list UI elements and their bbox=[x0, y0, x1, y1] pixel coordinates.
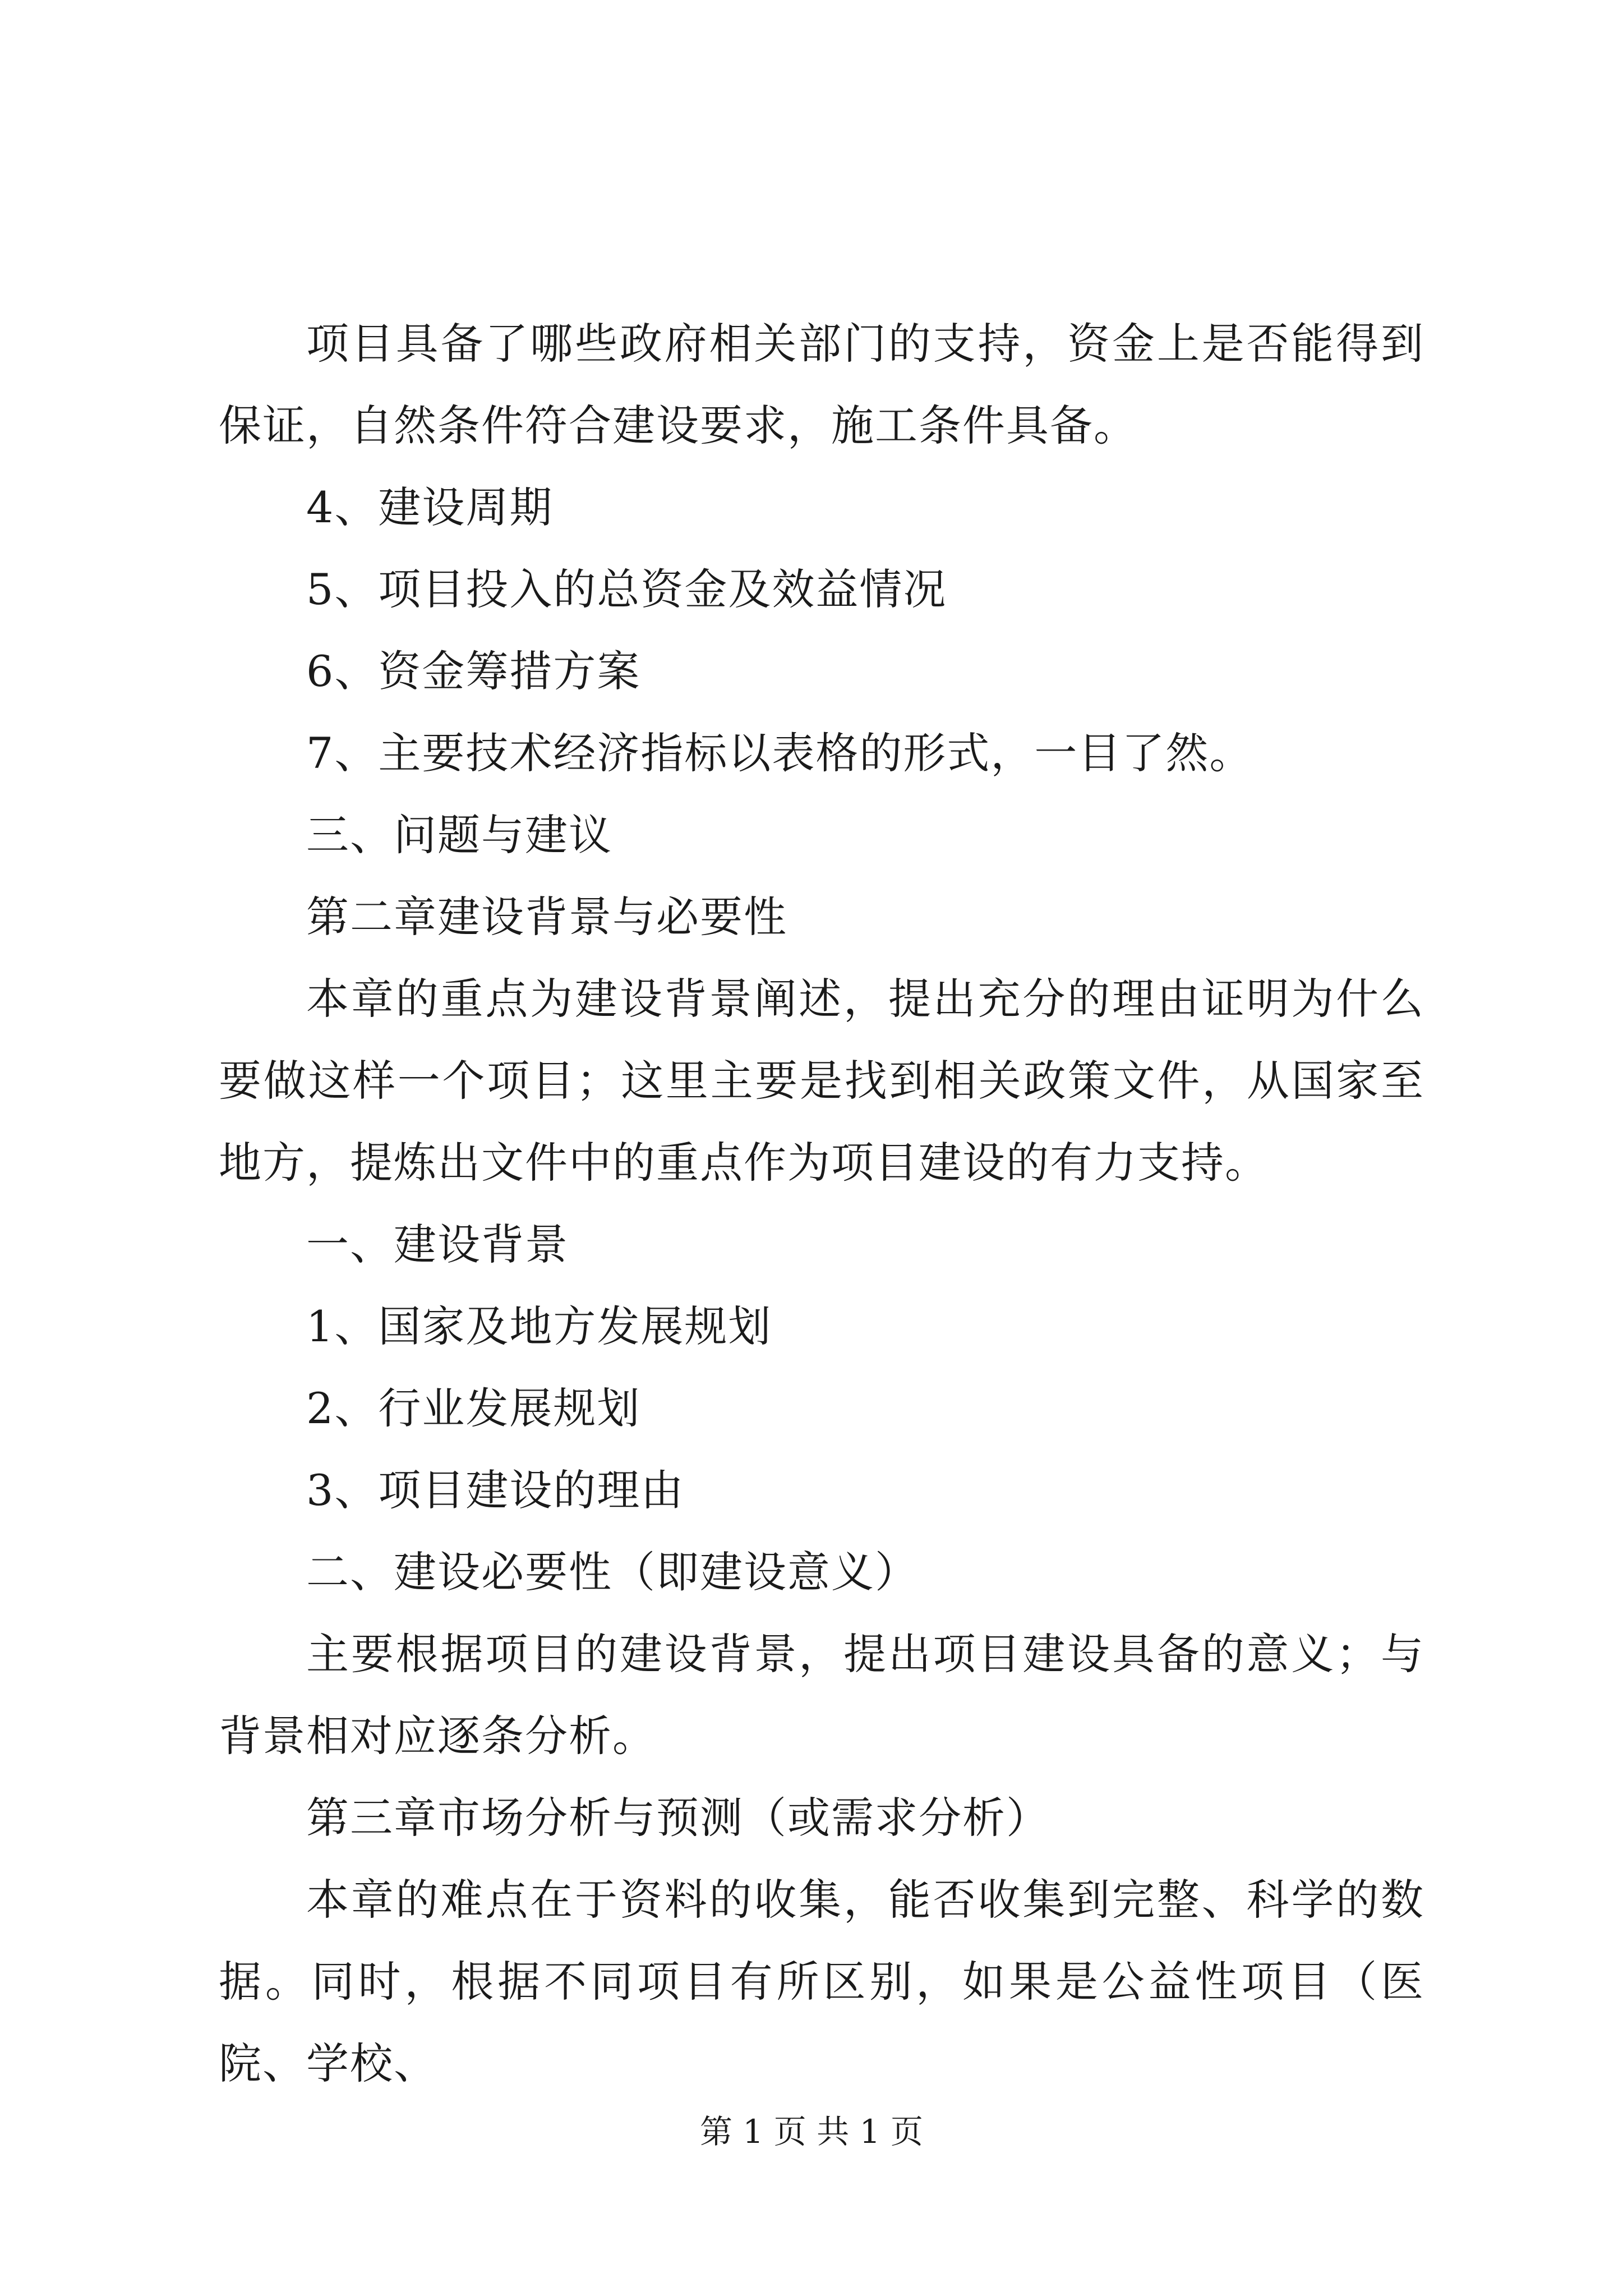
heading-background: 一、建设背景 bbox=[306, 1220, 569, 1269]
paragraph-necessity-detail: 主要根据项目的建设背景，提出项目建设具备的意义；与背景相对应逐条分析。 bbox=[219, 1629, 1424, 1761]
heading-chapter-three: 第三章市场分析与预测（或需求分析） bbox=[306, 1793, 1050, 1843]
heading-chapter-two: 第二章建设背景与必要性 bbox=[306, 892, 787, 942]
paragraph-project-reason: 3、项目建设的理由 bbox=[306, 1465, 685, 1515]
document-body bbox=[219, 303, 1424, 2105]
paragraph-construction-period: 4、建设周期 bbox=[306, 482, 554, 532]
paragraph-national-plan: 1、国家及地方发展规划 bbox=[306, 1301, 772, 1351]
heading-issues-suggestions: 三、问题与建议 bbox=[306, 810, 612, 860]
paragraph-funding-plan: 6、资金筹措方案 bbox=[306, 646, 641, 696]
paragraph-support: 项目具备了哪些政府相关部门的支持，资金上是否能得到保证，自然条件符合建设要求，施工条件具备。 bbox=[219, 319, 1424, 450]
paragraph-industry-plan: 2、行业发展规划 bbox=[306, 1383, 641, 1433]
paragraph-chapter-two-intro: 本章的重点为建设背景阐述，提出充分的理由证明为什么要做这样一个项目；这里主要是找到相关政策文件，从国家至地方，提炼出文件中的重点作为项目建设的有力支持。 bbox=[219, 974, 1424, 1188]
page-footer: 第 1 页 共 1 页 bbox=[700, 2113, 923, 2151]
paragraph-chapter-three-intro: 本章的难点在于资料的收集，能否收集到完整、科学的数据。同时，根据不同项目有所区别，如果是公益性项目（医院、学校、 bbox=[219, 1875, 1424, 2088]
paragraph-indicators: 7、主要技术经济指标以表格的形式，一目了然。 bbox=[306, 728, 1253, 778]
heading-necessity: 二、建设必要性（即建设意义） bbox=[306, 1547, 919, 1597]
paragraph-total-investment: 5、项目投入的总资金及效益情况 bbox=[306, 564, 947, 614]
